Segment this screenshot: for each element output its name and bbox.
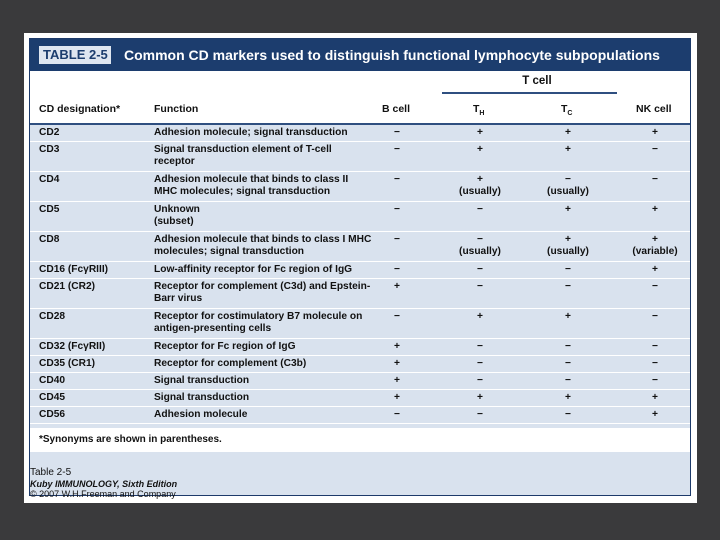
b-cell-value: + [394, 281, 400, 292]
b-cell-value: + [394, 358, 400, 369]
th-value [442, 311, 518, 323]
table-body [30, 125, 690, 424]
function-text: Adhesion molecule that binds to class I MHC molecules; signal transduction [154, 234, 372, 257]
col-header-nk-cell: NK cell [636, 103, 672, 115]
nk-value-symbol: − [652, 281, 658, 292]
table-row [30, 279, 690, 309]
function-text: Receptor for complement (C3d) and Epstein-Barr virus [154, 281, 371, 304]
cd-designation-cell: CD35 (CR1) [39, 358, 96, 369]
table-content [30, 71, 690, 495]
th-value [442, 409, 518, 421]
cd-designation-cell: CD4 [39, 174, 60, 185]
function-cell [154, 204, 374, 227]
tc-value [530, 204, 606, 216]
th-value [442, 341, 518, 353]
nk-value [624, 144, 686, 156]
table-row [30, 202, 690, 232]
th-value [442, 375, 518, 387]
tc-value [530, 409, 606, 421]
tc-value [530, 281, 606, 293]
th-value [442, 127, 518, 139]
th-value [442, 174, 518, 197]
function-cell [154, 144, 374, 167]
tc-value-symbol: + [565, 127, 571, 138]
tc-value-symbol: − [565, 264, 571, 275]
cd-designation-cell: CD8 [39, 234, 60, 245]
nk-value [624, 409, 686, 421]
cd-designation-cell: CD16 (FcγRIII) [39, 264, 109, 275]
nk-value [624, 341, 686, 353]
th-value-symbol: + [477, 392, 483, 403]
nk-value-symbol: + [652, 127, 658, 138]
nk-value-symbol: + [652, 234, 658, 245]
nk-value-note: (variable) [632, 245, 678, 257]
table-row [30, 142, 690, 172]
t-cell-group-rule [442, 92, 617, 94]
table-title: Common CD markers used to distinguish functional lymphocyte subpopulations [124, 47, 660, 63]
cd-designation-cell: CD45 [39, 392, 66, 403]
function-cell [154, 127, 374, 139]
cd-designation-cell: CD2 [39, 127, 60, 138]
tc-value-symbol: − [565, 409, 571, 420]
table-row [30, 125, 690, 142]
table-row [30, 373, 690, 390]
tc-value [530, 174, 606, 197]
caption-copyright: © 2007 W.H.Freeman and Company [30, 489, 176, 499]
b-cell-value: + [394, 375, 400, 386]
col-header-b-cell: B cell [382, 103, 411, 115]
function-cell [154, 341, 374, 353]
tc-value [530, 264, 606, 276]
function-cell [154, 234, 374, 257]
th-value [442, 264, 518, 276]
nk-value [624, 127, 686, 139]
b-cell-value: − [394, 409, 400, 420]
th-value-symbol: + [477, 311, 483, 322]
table-row [30, 390, 690, 407]
function-cell [154, 174, 374, 197]
function-cell [154, 375, 374, 387]
tc-value-symbol: − [565, 174, 571, 185]
th-value [442, 204, 518, 216]
cd-designation-cell: CD40 [39, 375, 66, 386]
th-value [442, 392, 518, 404]
tc-value [530, 341, 606, 353]
nk-value-symbol: + [652, 392, 658, 403]
tc-value-symbol: + [565, 311, 571, 322]
tc-value-symbol: − [565, 281, 571, 292]
th-value-symbol: − [477, 409, 483, 420]
b-cell-value: − [394, 234, 400, 245]
nk-value [624, 204, 686, 216]
tc-value [530, 234, 606, 257]
b-cell-value: − [394, 264, 400, 275]
tc-value-symbol: + [565, 204, 571, 215]
th-value [442, 281, 518, 293]
th-value-symbol: + [477, 127, 483, 138]
tc-value [530, 144, 606, 156]
tc-value [530, 311, 606, 323]
nk-value-symbol: − [652, 375, 658, 386]
table-row [30, 309, 690, 339]
cd-designation-cell: CD28 [39, 311, 66, 322]
th-value-note: (usually) [459, 245, 501, 257]
nk-value [624, 281, 686, 293]
caption-table-number: Table 2-5 [30, 467, 72, 478]
function-text: Receptor for Fc region of IgG [154, 341, 296, 352]
function-text: Signal transduction element of T-cell receptor [154, 144, 332, 167]
function-cell [154, 281, 374, 304]
table-row [30, 339, 690, 356]
function-text: Signal transduction [154, 375, 250, 386]
th-value-symbol: − [477, 281, 483, 292]
tc-value-note: (usually) [547, 245, 589, 257]
nk-value [624, 375, 686, 387]
data-table [29, 38, 691, 496]
th-value-symbol: − [477, 358, 483, 369]
th-value-symbol: − [477, 341, 483, 352]
function-cell [154, 264, 374, 276]
col-header-tc-letter: T [561, 103, 568, 115]
col-header-th-letter: T [473, 103, 480, 115]
function-text: Receptor for complement (C3b) [154, 358, 307, 369]
tc-value-symbol: + [565, 144, 571, 155]
tc-value [530, 358, 606, 370]
function-note: (subset) [154, 215, 194, 227]
cd-designation-cell: CD21 (CR2) [39, 281, 96, 292]
nk-value-symbol: − [652, 341, 658, 352]
function-cell [154, 358, 374, 370]
nk-value-symbol: + [652, 409, 658, 420]
col-header-th [473, 103, 484, 117]
tc-value [530, 375, 606, 387]
nk-value [624, 234, 686, 257]
table-row [30, 262, 690, 279]
function-text: Receptor for costimulatory B7 molecule on antigen-presenting cells [154, 311, 363, 334]
nk-value [624, 264, 686, 276]
col-header-cd-designation: CD designation* [39, 103, 121, 115]
tc-value-note: (usually) [547, 185, 589, 197]
col-header-tc [561, 103, 572, 117]
nk-value-symbol: − [652, 358, 658, 369]
tc-value-symbol: − [565, 375, 571, 386]
function-text: Low-affinity receptor for Fc region of IgG [154, 264, 353, 275]
function-cell [154, 409, 374, 421]
cd-designation-cell: CD32 (FcγRII) [39, 341, 106, 352]
nk-value-symbol: − [652, 311, 658, 322]
function-text: Adhesion molecule; signal transduction [154, 127, 348, 138]
b-cell-value: − [394, 174, 400, 185]
b-cell-value: − [394, 204, 400, 215]
nk-value [624, 358, 686, 370]
th-value [442, 144, 518, 156]
figure-caption [30, 468, 177, 500]
table-header [30, 71, 690, 125]
col-header-function: Function [154, 103, 199, 115]
th-value [442, 234, 518, 257]
function-cell [154, 311, 374, 334]
table-footnote: *Synonyms are shown in parentheses. [30, 428, 690, 452]
table-row [30, 172, 690, 202]
cd-designation-cell: CD56 [39, 409, 66, 420]
nk-value [624, 311, 686, 323]
table-row [30, 407, 690, 424]
nk-value-symbol: + [652, 264, 658, 275]
t-cell-group-header: T cell [522, 75, 552, 87]
nk-value-symbol: + [652, 204, 658, 215]
th-value-symbol: − [477, 234, 483, 245]
function-text: Unknown [154, 204, 200, 215]
tc-value-symbol: − [565, 341, 571, 352]
cd-designation-cell: CD3 [39, 144, 60, 155]
function-text: Signal transduction [154, 392, 250, 403]
b-cell-value: − [394, 127, 400, 138]
th-value-note: (usually) [459, 185, 501, 197]
th-value-symbol: + [477, 174, 483, 185]
nk-value [624, 174, 686, 186]
tc-value [530, 127, 606, 139]
th-value-symbol: − [477, 375, 483, 386]
function-text: Adhesion molecule [154, 409, 248, 420]
th-value [442, 358, 518, 370]
th-value-symbol: + [477, 144, 483, 155]
table-row [30, 356, 690, 373]
b-cell-value: − [394, 311, 400, 322]
tc-value-symbol: + [565, 234, 571, 245]
b-cell-value: + [394, 341, 400, 352]
caption-book-title: Kuby IMMUNOLOGY, Sixth Edition [30, 478, 178, 489]
b-cell-value: − [394, 144, 400, 155]
table-title-bar [30, 39, 690, 71]
table-label: TABLE 2-5 [39, 46, 111, 64]
nk-value [624, 392, 686, 404]
th-value-symbol: − [477, 204, 483, 215]
function-cell [154, 392, 374, 404]
function-text: Adhesion molecule that binds to class II MHC molecules; signal transduction [154, 174, 349, 197]
cd-designation-cell: CD5 [39, 204, 60, 215]
col-header-th-subscript: H [479, 110, 485, 118]
tc-value [530, 392, 606, 404]
nk-value-symbol: − [652, 174, 658, 185]
table-row [30, 232, 690, 262]
col-header-tc-subscript: C [567, 110, 573, 118]
b-cell-value: + [394, 392, 400, 403]
nk-value-symbol: − [652, 144, 658, 155]
tc-value-symbol: + [565, 392, 571, 403]
slide [24, 33, 697, 503]
tc-value-symbol: − [565, 358, 571, 369]
th-value-symbol: − [477, 264, 483, 275]
